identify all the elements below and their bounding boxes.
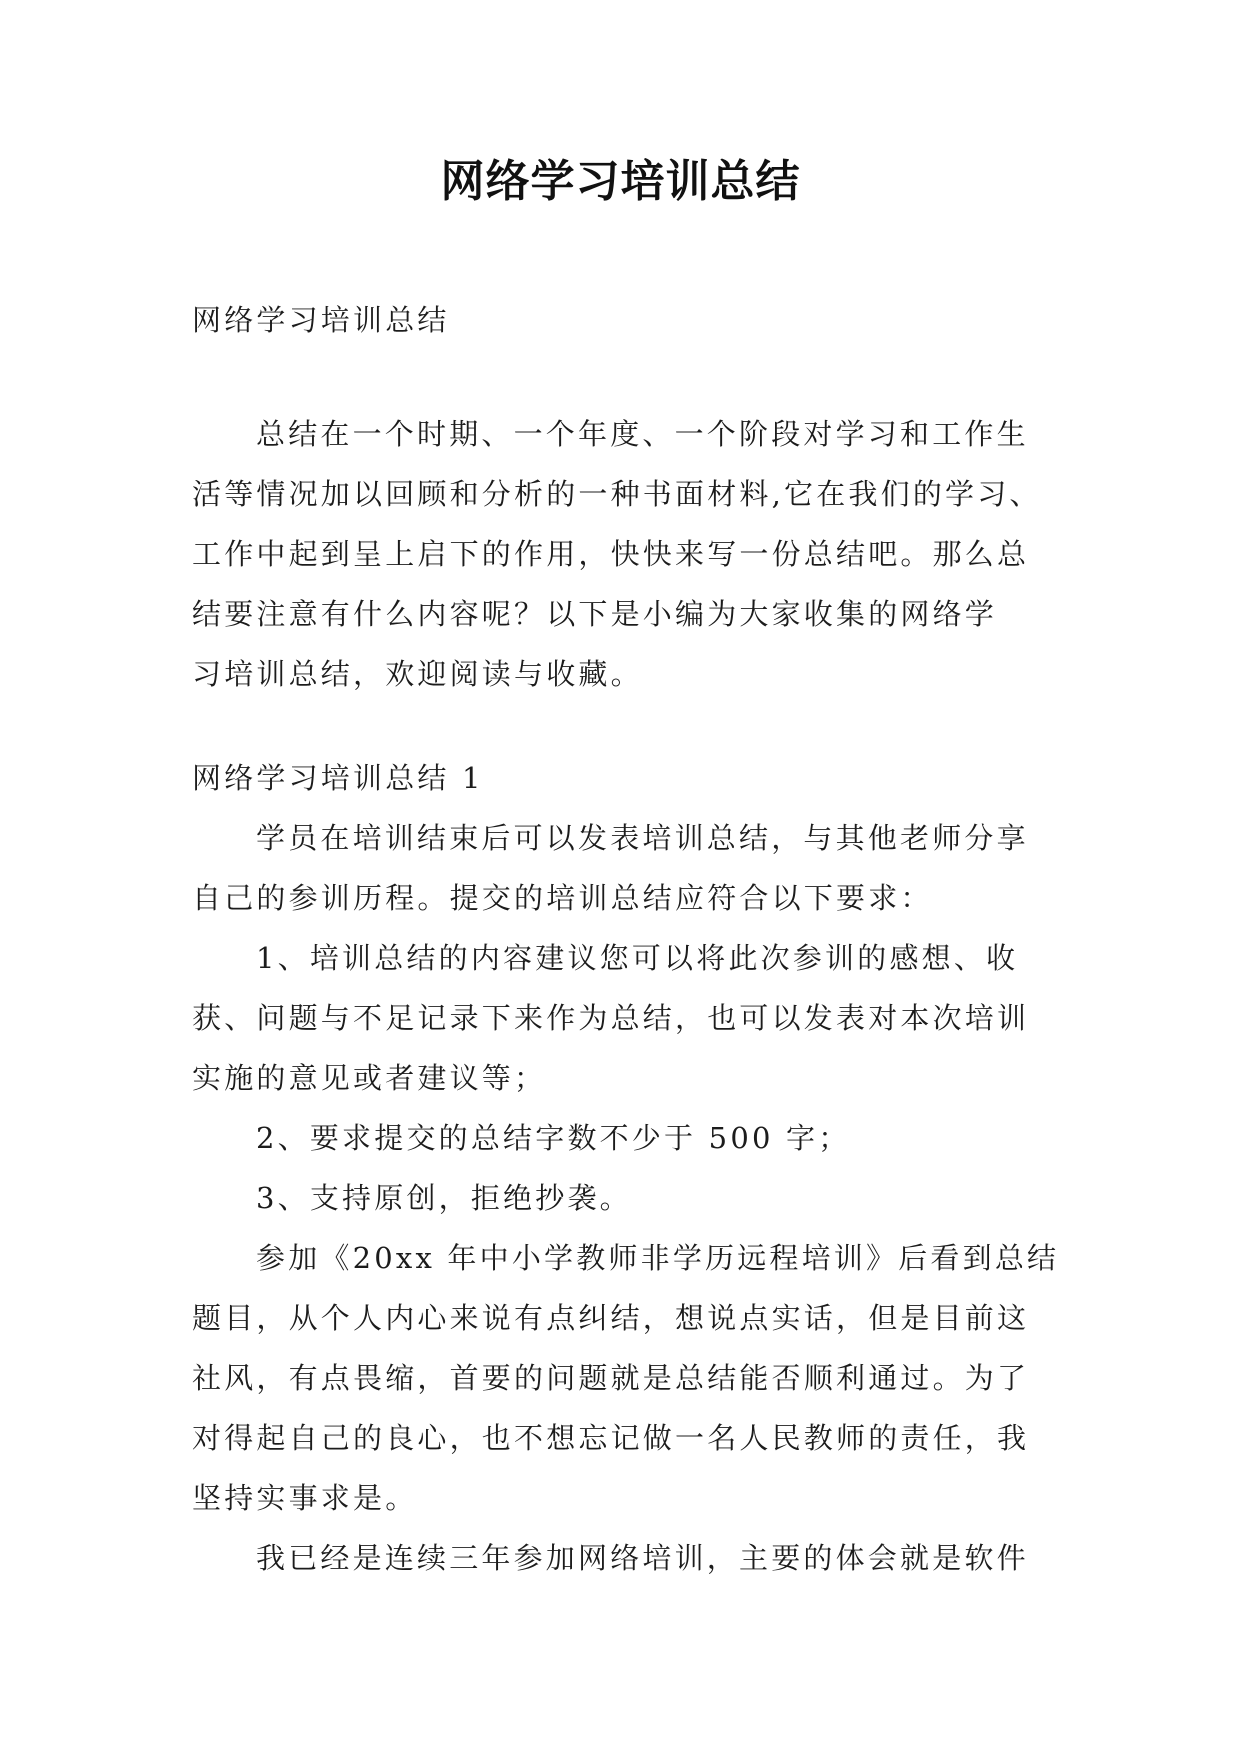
list-item-line: 1、培训总结的内容建议您可以将此次参训的感想、收 bbox=[256, 941, 1019, 975]
paragraph-line: 工作中起到呈上启下的作用，快快来写一份总结吧。那么总 bbox=[192, 537, 1030, 571]
paragraph-line: 题目，从个人内心来说有点纠结，想说点实话，但是目前这 bbox=[192, 1301, 1030, 1335]
paragraph-line: 结要注意有什么内容呢？以下是小编为大家收集的网络学 bbox=[192, 597, 998, 631]
paragraph-line: 坚持实事求是。 bbox=[192, 1481, 418, 1515]
list-item-line: 2、要求提交的总结字数不少于 500 字； bbox=[256, 1121, 851, 1155]
paragraph-line: 参加《20xx 年中小学教师非学历远程培训》后看到总结 bbox=[256, 1241, 1060, 1275]
paragraph-line: 社风，有点畏缩，首要的问题就是总结能否顺利通过。为了 bbox=[192, 1361, 1030, 1395]
list-item-line: 3、支持原创，拒绝抄袭。 bbox=[256, 1181, 632, 1215]
section-body bbox=[192, 808, 1060, 1588]
paragraph-line: 对得起自己的良心，也不想忘记做一名人民教师的责任，我 bbox=[192, 1421, 1030, 1455]
paragraph-line: 学员在培训结束后可以发表培训总结，与其他老师分享 bbox=[256, 821, 1029, 855]
paragraph-line: 总结在一个时期、一个年度、一个阶段对学习和工作生 bbox=[256, 417, 1029, 451]
list-item-line: 实施的意见或者建议等； bbox=[192, 1061, 547, 1095]
document-heading: 网络学习培训总结 bbox=[192, 303, 450, 337]
paragraph-line: 活等情况加以回顾和分析的一种书面材料,它在我们的学习、 bbox=[192, 477, 1042, 511]
document-title: 网络学习培训总结 bbox=[440, 156, 801, 207]
paragraph-line: 我已经是连续三年参加网络培训，主要的体会就是软件 bbox=[256, 1541, 1029, 1575]
paragraph-line: 习培训总结，欢迎阅读与收藏。 bbox=[192, 657, 643, 691]
paragraph-line: 自己的参训历程。提交的培训总结应符合以下要求： bbox=[192, 881, 933, 915]
section-heading: 网络学习培训总结 1 bbox=[192, 761, 484, 795]
intro-paragraph bbox=[192, 404, 1052, 704]
list-item-line: 获、问题与不足记录下来作为总结，也可以发表对本次培训 bbox=[192, 1001, 1030, 1035]
